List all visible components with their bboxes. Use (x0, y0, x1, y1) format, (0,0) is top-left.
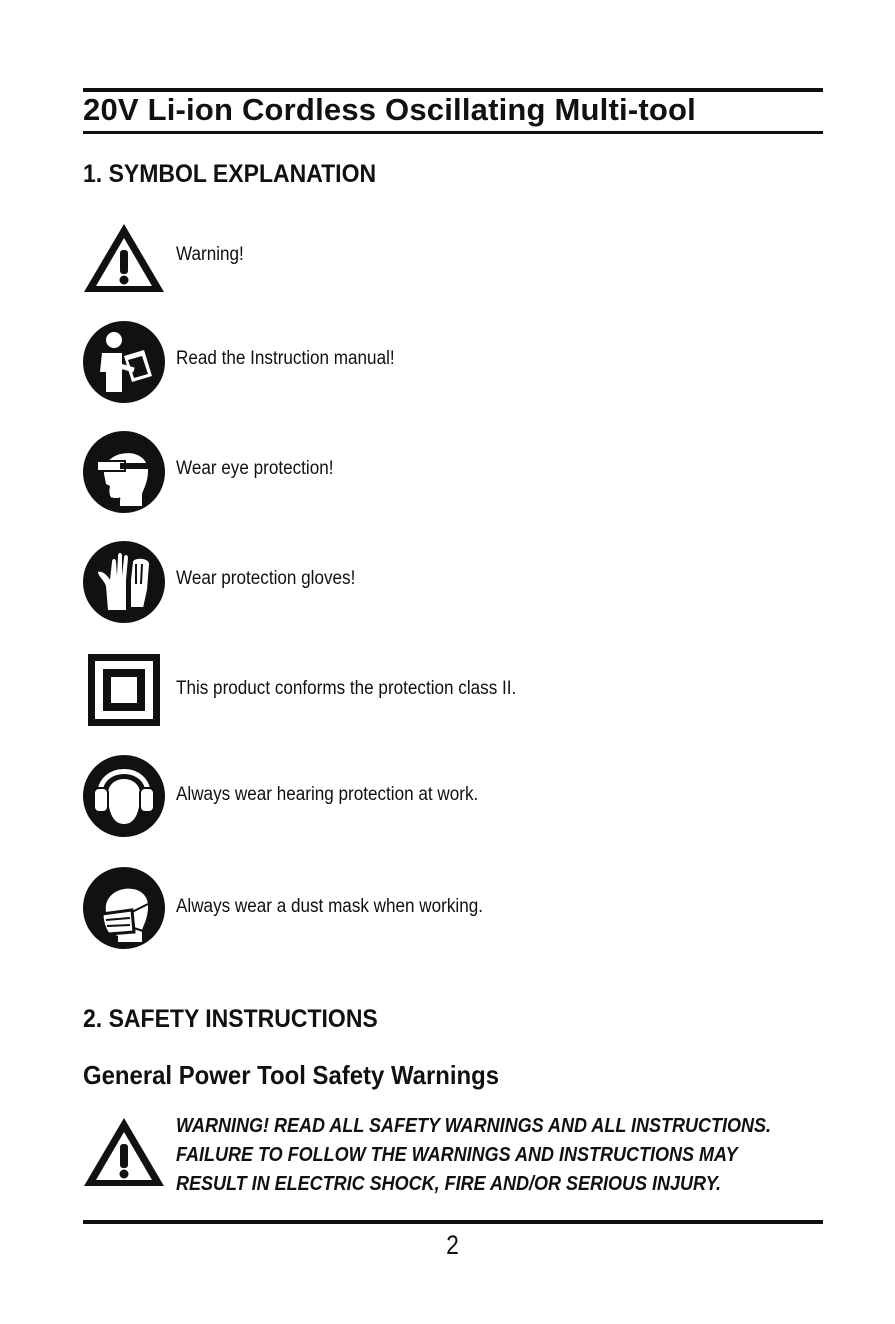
title-rule-bottom (83, 131, 823, 134)
symbol-description: Read the Instruction manual! (176, 348, 395, 369)
general-warning-text (176, 1112, 771, 1199)
symbol-description: Wear protection gloves! (176, 568, 356, 589)
warning-triangle-icon (82, 222, 166, 306)
gloves-icon (82, 540, 166, 624)
footer-rule (83, 1220, 823, 1224)
symbol-row-hearing-protection (82, 754, 782, 844)
document-title: 20V Li-ion Cordless Oscillating Multi-tool (83, 92, 696, 127)
section-heading-symbol-explanation: 1. SYMBOL EXPLANATION (83, 160, 377, 188)
subheading-general-safety-warnings: General Power Tool Safety Warnings (83, 1060, 500, 1090)
symbol-row-dust-mask (82, 866, 782, 956)
warning-line: WARNING! READ ALL SAFETY WARNINGS AND ALL INSTRUCTIONS. (176, 1115, 772, 1137)
symbol-row-gloves (82, 540, 782, 630)
warning-line: FAILURE TO FOLLOW THE WARNINGS AND INSTRUCTIONS MAY (176, 1144, 738, 1166)
symbol-description: Always wear hearing protection at work. (176, 784, 479, 805)
symbol-row-read-manual (82, 320, 782, 410)
section-heading-safety-instructions: 2. SAFETY INSTRUCTIONS (83, 1005, 378, 1033)
read-manual-icon (82, 320, 166, 404)
protection-class-ii-icon (82, 652, 166, 736)
symbol-description: Always wear a dust mask when working. (176, 896, 483, 917)
warning-line: RESULT IN ELECTRIC SHOCK, FIRE AND/OR SERIOUS INJURY. (176, 1173, 722, 1195)
dust-mask-icon (82, 866, 166, 950)
symbol-description: Wear eye protection! (176, 458, 334, 479)
page-number: 2 (446, 1230, 459, 1260)
hearing-protection-icon (82, 754, 166, 838)
eye-protection-icon (82, 430, 166, 514)
general-warning-block (82, 1112, 827, 1202)
symbol-description: This product conforms the protection class II. (176, 678, 517, 699)
symbol-row-protection-class (82, 652, 782, 742)
symbol-row-warning (82, 222, 782, 312)
symbol-description: Warning! (176, 244, 244, 265)
warning-triangle-icon (82, 1116, 166, 1200)
symbol-row-eye-protection (82, 430, 782, 520)
